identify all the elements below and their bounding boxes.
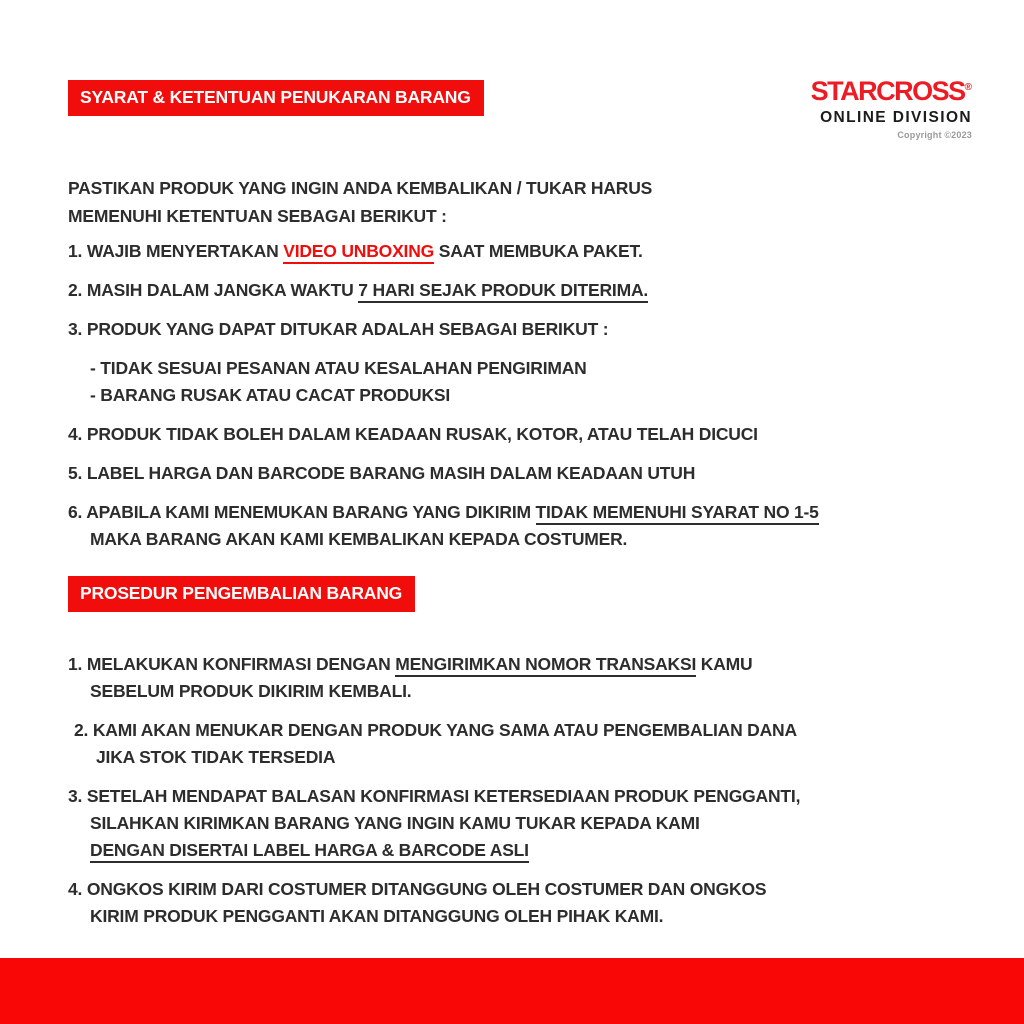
- text-segment: 6. APABILA KAMI MENEMUKAN BARANG YANG DIKIRIM: [68, 501, 536, 522]
- text-segment: 2. MASIH DALAM JANGKA WAKTU: [68, 279, 359, 300]
- text-line: [68, 678, 972, 705]
- text-line: [68, 837, 972, 864]
- list-item: [68, 876, 972, 930]
- text-line: [74, 717, 972, 744]
- text-segment: 4. PRODUK TIDAK BOLEH DALAM KEADAAN RUSAK, KOTOR, ATAU TELAH DICUCI: [68, 423, 758, 444]
- brand-name-text: STARCROSS: [810, 76, 965, 106]
- list-item: [68, 421, 972, 448]
- brand-name: [811, 78, 972, 105]
- text-segment: SEBELUM PRODUK DIKIRIM KEMBALI.: [90, 680, 412, 701]
- text-segment: - BARANG RUSAK ATAU CACAT PRODUKSI: [90, 384, 451, 405]
- red-underline-text: VIDEO UNBOXING: [283, 241, 434, 264]
- text-segment: 5. LABEL HARGA DAN BARCODE BARANG MASIH DALAM KEADAAN UTUH: [68, 462, 696, 483]
- terms-section-badge: SYARAT & KETENTUAN PENUKARAN BARANG: [68, 80, 484, 116]
- text-line: [68, 499, 972, 526]
- underline-text: 7 HARI SEJAK PRODUK DITERIMA.: [358, 280, 648, 303]
- brand-logo: [811, 78, 972, 140]
- list-item: [68, 460, 972, 487]
- text-line: [74, 744, 972, 771]
- list-item: [68, 238, 972, 265]
- text-line: [68, 238, 972, 265]
- text-segment: SILAHKAN KIRIMKAN BARANG YANG INGIN KAMU TUKAR KEPADA KAMI: [90, 812, 700, 833]
- text-segment: KIRIM PRODUK PENGGANTI AKAN DITANGGUNG OLEH PIHAK KAMI.: [90, 905, 664, 926]
- text-segment: KAMU: [696, 653, 753, 674]
- procedure-badge-wrap: [68, 576, 972, 612]
- text-line: [68, 876, 972, 903]
- brand-subtitle: ONLINE DIVISION: [820, 109, 972, 126]
- list-item: [68, 499, 972, 553]
- procedure-list: [68, 651, 972, 930]
- procedure-section-badge: PROSEDUR PENGEMBALIAN BARANG: [68, 576, 415, 612]
- underline-text: MENGIRIMKAN NOMOR TRANSAKSI: [395, 654, 696, 677]
- text-line: [68, 355, 972, 382]
- text-line: [68, 316, 972, 343]
- text-segment: 4. ONGKOS KIRIM DARI COSTUMER DITANGGUNG OLEH COSTUMER DAN ONGKOS: [68, 878, 767, 899]
- text-segment: 1. WAJIB MENYERTAKAN: [68, 240, 284, 261]
- list-item: [68, 717, 972, 771]
- text-segment: SAAT MEMBUKA PAKET.: [434, 240, 643, 261]
- underline-text: DENGAN DISERTAI LABEL HARGA & BARCODE ASLI: [90, 840, 529, 863]
- page-content: [68, 76, 972, 942]
- text-line: [68, 526, 972, 553]
- text-line: [68, 810, 972, 837]
- text-segment: 3. PRODUK YANG DAPAT DITUKAR ADALAH SEBAGAI BERIKUT :: [68, 318, 609, 339]
- text-line: [68, 382, 972, 409]
- text-line: [68, 421, 972, 448]
- list-item: [68, 316, 972, 409]
- list-item: [68, 783, 972, 864]
- text-segment: 2. KAMI AKAN MENUKAR DENGAN PRODUK YANG SAMA ATAU PENGEMBALIAN DANA: [74, 719, 797, 740]
- text-line: [68, 903, 972, 930]
- registered-trademark-icon: ®: [964, 82, 972, 93]
- intro-line-1: PASTIKAN PRODUK YANG INGIN ANDA KEMBALIKAN / TUKAR HARUS: [68, 177, 653, 198]
- list-item: [68, 277, 972, 304]
- text-segment: MAKA BARANG AKAN KAMI KEMBALIKAN KEPADA COSTUMER.: [90, 528, 628, 549]
- terms-list: [68, 238, 972, 553]
- header-row: [68, 76, 972, 140]
- text-line: [68, 783, 972, 810]
- text-line: [68, 651, 972, 678]
- text-segment: JIKA STOK TIDAK TERSEDIA: [96, 746, 336, 767]
- footer-red-bar: [0, 958, 1024, 1024]
- text-line: [68, 460, 972, 487]
- underline-text: TIDAK MEMENUHI SYARAT NO 1-5: [536, 502, 819, 525]
- text-segment: 3. SETELAH MENDAPAT BALASAN KONFIRMASI KETERSEDIAAN PRODUK PENGGANTI,: [68, 785, 801, 806]
- intro-paragraph: [68, 174, 972, 230]
- text-segment: 1. MELAKUKAN KONFIRMASI DENGAN: [68, 653, 396, 674]
- intro-line-2: MEMENUHI KETENTUAN SEBAGAI BERIKUT :: [68, 205, 447, 226]
- list-item: [68, 651, 972, 705]
- brand-copyright: Copyright ©2023: [897, 129, 972, 140]
- text-segment: - TIDAK SESUAI PESANAN ATAU KESALAHAN PENGIRIMAN: [90, 357, 587, 378]
- text-line: [68, 277, 972, 304]
